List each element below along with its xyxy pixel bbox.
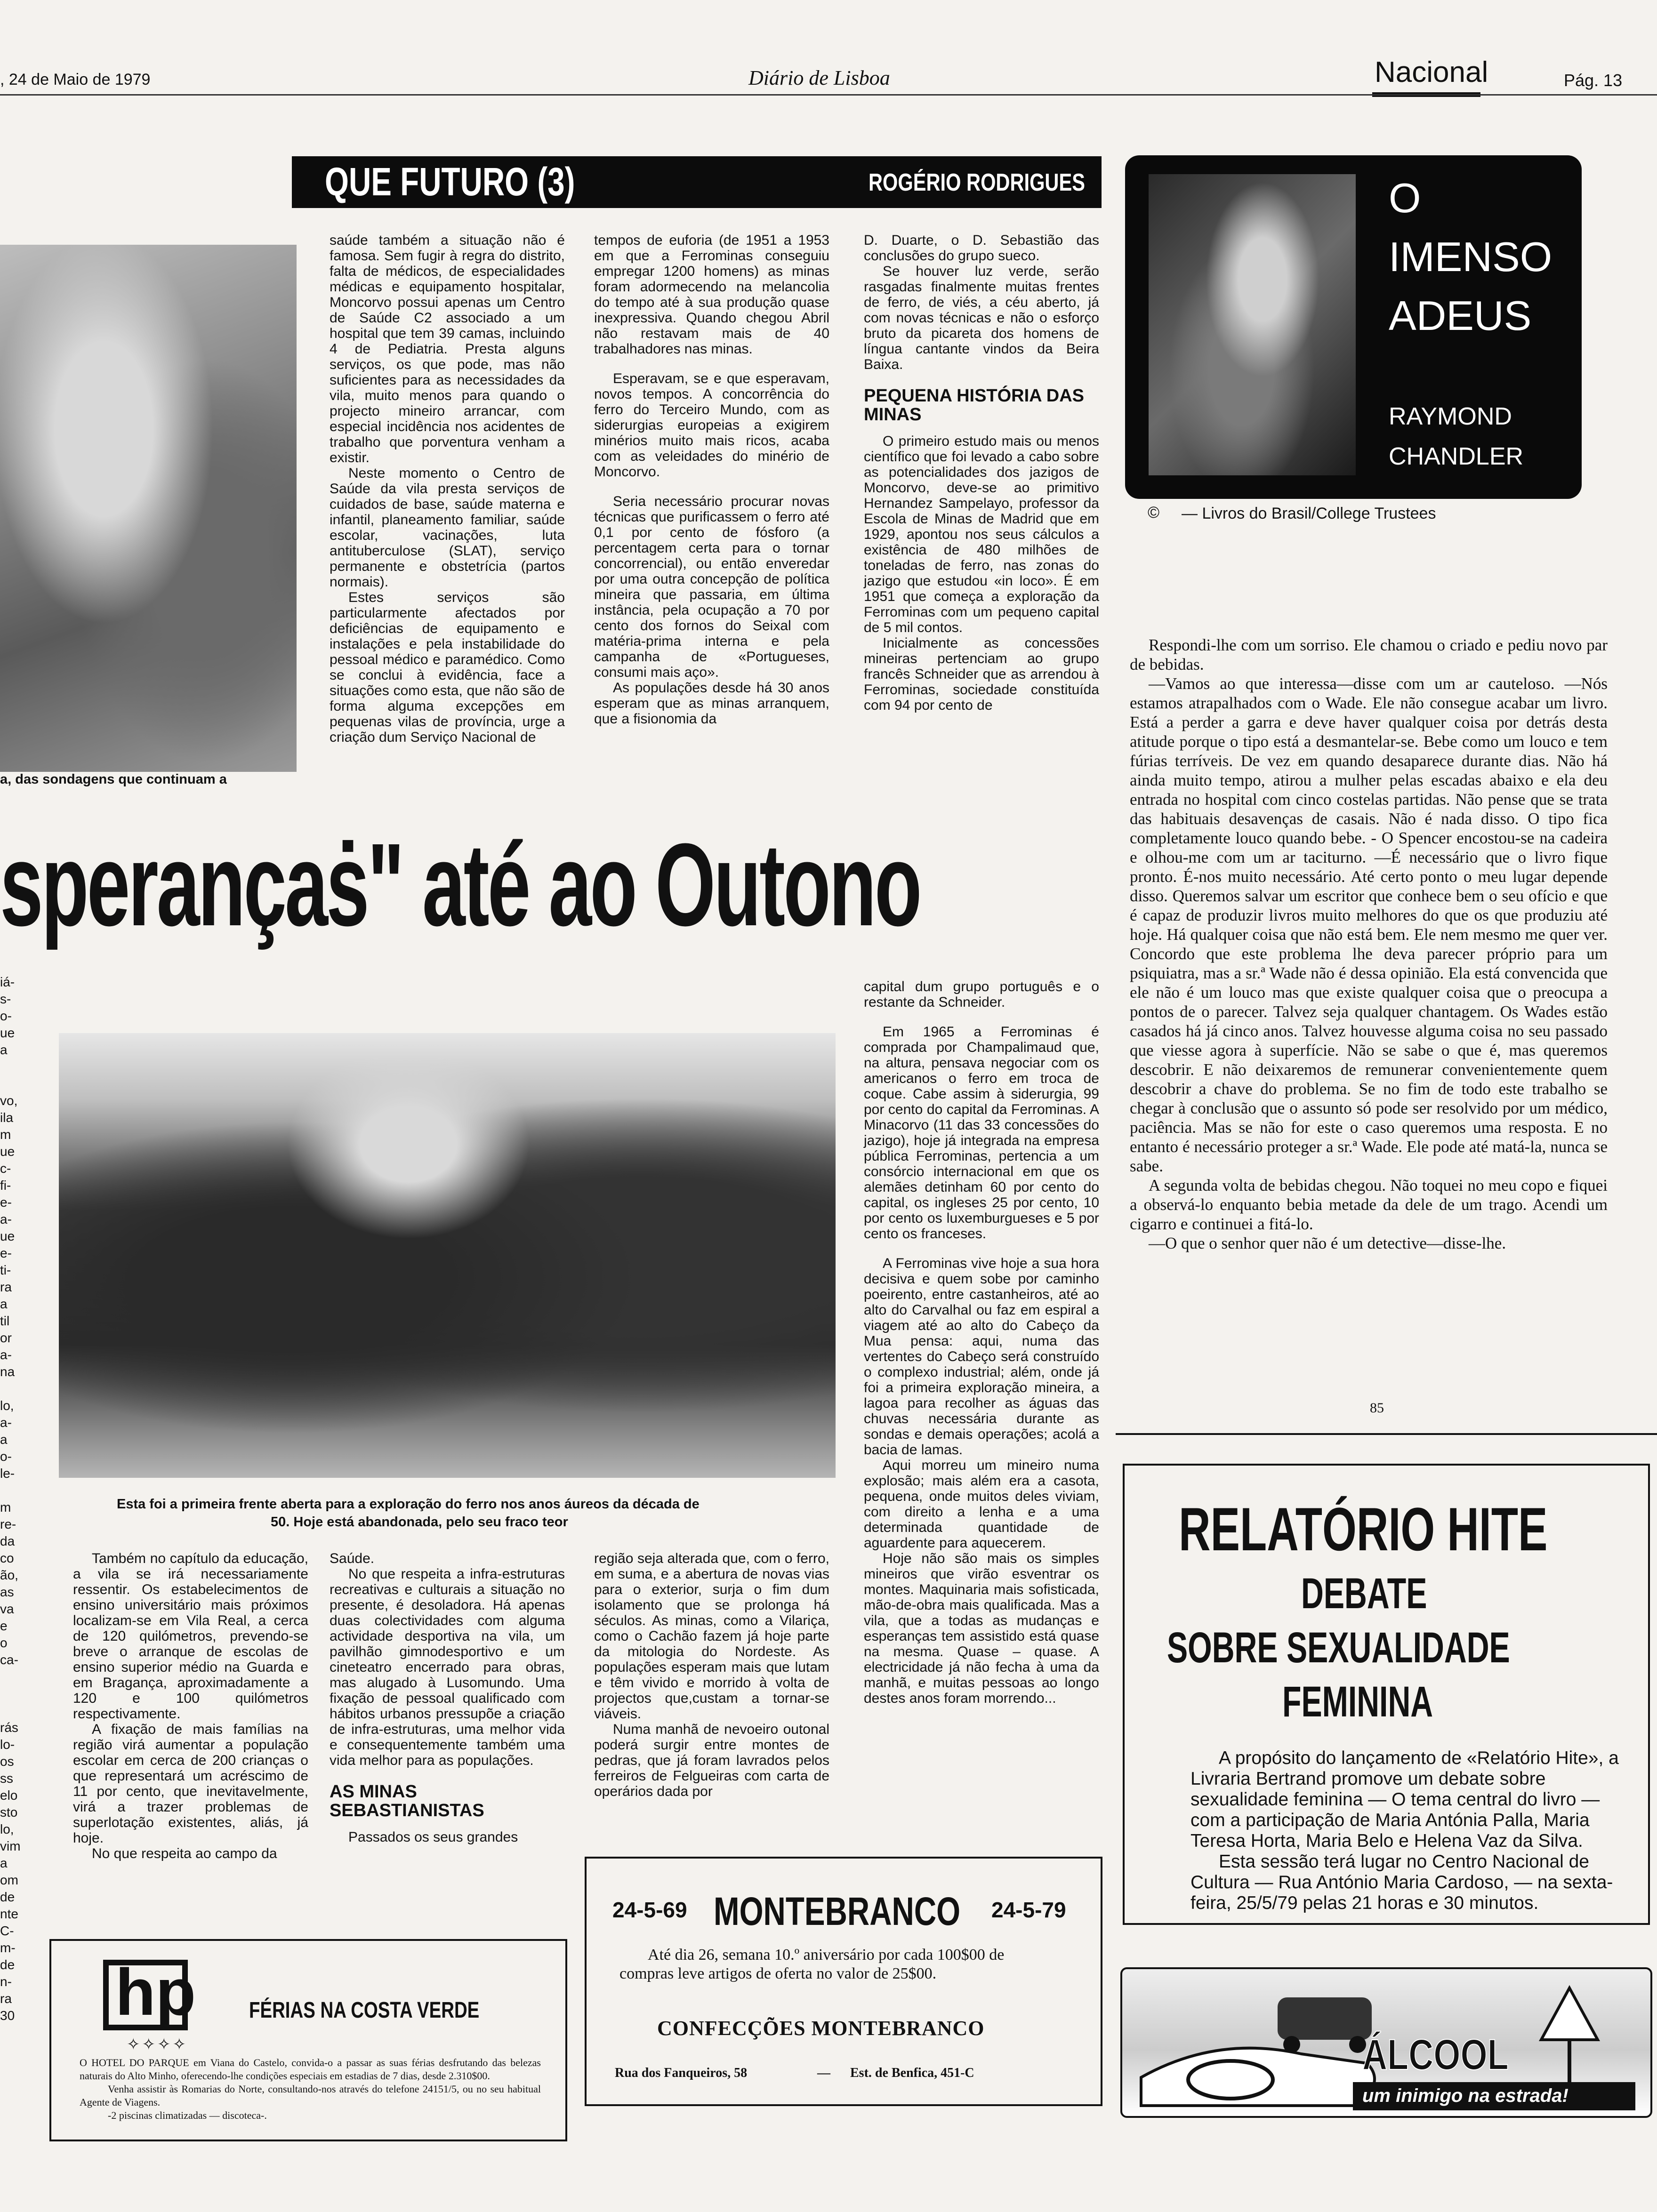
paragraph: Estes serviços são particularmente afectados por deficiências de equipamento e instalações e pela instabilidade do pessoal médico e paramédico. Como se conclui à evidência, face a situações como esta, que não são de forma alguma excepções em pequenas vilas de província, urge a criação dum Serviço Nacional de — [330, 590, 565, 745]
photo2-caption-line1: Esta foi a primeira frente aberta para a exploração do ferro nos anos áureos da década de — [117, 1497, 700, 1512]
text-fragment: C- — [0, 1923, 14, 1938]
monte-date-right: 24-5-79 — [991, 1898, 1066, 1922]
text-fragment: ue — [0, 1229, 15, 1243]
text-fragment: m — [0, 1127, 11, 1142]
mine-front-photo — [59, 1033, 836, 1478]
text-fragment: re- — [0, 1517, 16, 1531]
text-fragment: rás — [0, 1720, 18, 1735]
text-fragment: os — [0, 1754, 14, 1769]
paragraph: Se houver luz verde, serão rasgadas finalmente muitas frentes de ferro, de viés, a céu aberto, já com novas técnicas e não o esforço bruto da picareta dos homens de língua cantante vindos da Beira Baixa. — [864, 264, 1099, 372]
paragraph: saúde também a situação não é famosa. Sem fugir à regra do distrito, falta de médicos, de especialidades médicas e equipamento hospitalar, Moncorvo possui apenas um Centro de Saúde C2 associado a um hospital que tem 39 camas, incluindo 4 de Pediatria. Presta alguns serviços, os que pode, mas não suficientes para as necessidades da vila, muito menos para quando o projecto mineiro arrancar, com especial incidência nos acidentes de trabalho que porventura venham a existir. — [330, 232, 565, 465]
book-author-first: RAYMOND — [1389, 403, 1512, 430]
masthead: Diário de Lisboa — [748, 66, 890, 89]
monte-sep: — — [817, 2066, 830, 2080]
text-fragment: m — [0, 1500, 11, 1515]
monte-addr2: Est. de Benfica, 451-C — [850, 2066, 974, 2080]
hotel-stars: ✧✧✧✧ — [127, 2036, 188, 2053]
text-fragment: iá- — [0, 975, 15, 989]
text-fragment: de — [0, 1890, 15, 1904]
paragraph: A fixação de mais famílias na região virá aumentar a população escolar em cerca de 200 crianças o que representará um acréscimo de 11 por cento, que inevitavelmente, virá a trazer problemas de superlotação existentes, aliás, já hoje. — [73, 1722, 308, 1846]
alcohol-tagline: um inimigo na estrada! — [1362, 2085, 1569, 2106]
text-fragment: ra — [0, 1991, 12, 2006]
hotel-logo-text: hp — [115, 1955, 196, 2029]
hite-body-2: Esta sessão terá lugar no Centro Nacional de Cultura — Rua António Maria Cardoso, — na sexta-feira, 25/5/79 pelas 21 horas e 30 minutos. — [1190, 1851, 1613, 1913]
text-fragment: ila — [0, 1110, 14, 1125]
paragraph: No que respeita ao campo da — [92, 1846, 277, 1861]
series-title: QUE FUTURO (3) — [325, 160, 575, 204]
hite-body-1: A propósito do lançamento de «Relatório Hite», a Livraria Bertrand promove um debate sobre sexualidade feminina — O tema central do livro — com a participação de Maria Antónia Palla, Maria Teresa Horta, Maria Belo e Helena Vaz da Silva. — [1190, 1748, 1619, 1851]
hite-body — [1190, 1748, 1633, 1914]
text-fragment: as — [0, 1585, 14, 1599]
subheading: AS MINAS SEBASTIANISTAS — [330, 1782, 484, 1820]
paragraph: região seja alterada que, com o ferro, em suma, e a abertura de novas vias para o exterior, surja o fim dum isolamento que se prolonga há séculos. As minas, como a Vilariça, como o Cachão fazem já hoje parte da mitologia do Nordeste. As populações esperam mais que lutam e têm vivido e morrido à volta de projectos que,custam a tornar-se viáveis. — [594, 1551, 829, 1722]
text-fragment: til — [0, 1314, 10, 1328]
paragraph: Seria necessário procurar novas técnicas que purificassem o ferro até 0,1 por cento de fósforo (a percentagem certa para o tornar concorrencial), ou então enveredar por uma outra concepção de política mineira que passaria, em última instância, pela ocupação a 70 por cento dos fornos do Seixal com matéria-prima interna e pela campanha de «Portugueses, consumi mais aço». — [594, 494, 829, 680]
text-fragment: sto — [0, 1805, 18, 1819]
text-fragment: da — [0, 1534, 15, 1548]
text-fragment: e- — [0, 1195, 12, 1210]
text-fragment: ss — [0, 1771, 13, 1786]
text-fragment: c- — [0, 1161, 11, 1176]
paragraph: As populações desde há 30 anos esperam que as minas arranquem, que a fisionomia da — [594, 680, 829, 727]
text-fragment: fi- — [0, 1178, 11, 1193]
hotel-ad-text-2: Venha assistir às Romarias do Norte, consultando-nos através do telefone 24151/5, ou no seu habitual Agente de Viagens. — [80, 2083, 541, 2108]
article-author: ROGÉRIO RODRIGUES — [869, 169, 1085, 196]
text-fragment: a- — [0, 1347, 12, 1362]
text-fragment: de — [0, 1957, 15, 1972]
subheading: PEQUENA HISTÓRIA DAS MINAS — [864, 386, 1085, 425]
alcohol-ad — [1120, 1967, 1652, 2118]
book-title-o: O — [1389, 175, 1421, 221]
text-fragment: lo, — [0, 1398, 14, 1413]
monte-text: Até dia 26, semana 10.º aniversário por cada 100$00 de compras leve artigos de oferta no valor de 25$00. — [619, 1946, 1005, 1982]
monte-date-left: 24-5-69 — [612, 1898, 687, 1922]
text-fragment: a- — [0, 1212, 12, 1226]
hotel-ad-text — [80, 2056, 541, 2122]
text-fragment: a — [0, 1042, 8, 1057]
text-fragment: va — [0, 1602, 14, 1616]
text-fragment: e — [0, 1619, 8, 1633]
text-fragment: na — [0, 1364, 15, 1379]
text-fragment: lo, — [0, 1822, 14, 1836]
text-fragment: ão, — [0, 1568, 18, 1582]
alcohol-word: ÁLCOOL — [1362, 2031, 1509, 2079]
paragraph: Numa manhã de nevoeiro outonal poderá surgir entre montes de pedras, que já foram lavrados pelos ferreiros de Felgueiras com carta de operários dada por — [594, 1722, 829, 1799]
text-fragment: elo — [0, 1788, 18, 1803]
text-fragment: lo- — [0, 1737, 15, 1752]
text-fragment: a — [0, 1432, 8, 1447]
paragraph: No que respeita a infra-estruturas recreativas e culturais a situação no presente, é desoladora. Há apenas duas colectividades com alguma actividade desportiva na vila, um pavilhão gimnodesportivo e um cineteatro encerrado para obras, mas alugado à Lusomundo. Uma fixação de pessoal qualificado com hábitos urbanos pressupõe a criação de infra-estruturas, uma melhor vida e consequentemente também uma vida melhor para as populações. — [330, 1566, 565, 1768]
page-number: Pág. 13 — [1564, 71, 1623, 90]
montebranco-ad — [585, 1857, 1102, 2106]
hotel-logo — [103, 1955, 196, 2030]
ads-top-rule — [1116, 1433, 1657, 1435]
header-rule — [0, 94, 1657, 96]
hotel-ad — [49, 1939, 567, 2141]
article-column-3 — [864, 232, 1099, 713]
excerpt-paragraph: Respondi-lhe com um sorriso. Ele chamou o criado e pediu novo par de bebidas. — [1130, 636, 1608, 673]
monte-company: CONFECÇÕES MONTEBRANCO — [657, 2017, 985, 2040]
section-name: Nacional — [1375, 56, 1488, 88]
paragraph: Aqui morreu um mineiro numa explosão; mais além era a casota, pequena, onde muitos deles viviam, com direito a lenha e a uma determinada quantidade de aguardente para aquecerem. — [864, 1458, 1099, 1551]
header-date: , 24 de Maio de 1979 — [0, 71, 151, 88]
book-page-number: 85 — [1370, 1400, 1384, 1416]
paragraph: Passados os seus grandes — [348, 1829, 518, 1845]
book-excerpt — [1130, 635, 1608, 1253]
paragraph: capital dum grupo português e o restante da Schneider. — [864, 979, 1099, 1010]
monte-name: MONTEBRANCO — [714, 1889, 961, 1933]
photo1-caption: a, das sondagens que continuam a — [0, 772, 227, 787]
text-fragment: ca- — [0, 1652, 18, 1667]
hillside-photo — [0, 245, 297, 772]
text-fragment: ue — [0, 1144, 15, 1159]
headline: sperançaṡ" até ao Outono — [0, 819, 920, 950]
text-fragment: a — [0, 1856, 8, 1870]
book-title-adeus: ADEUS — [1389, 292, 1532, 339]
text-fragment: a — [0, 1297, 8, 1311]
paragraph: Em 1965 a Ferrominas é comprada por Champalimaud que, na altura, pensava negociar com os americanos o ferro em troca de coque. Cabe assim à siderurgia, 99 por cento do capital da Ferrominas. A Minacorvo (11 das 33 concessões do jazigo), hoje já integrada na empresa pública Ferrominas, pertencia a um consórcio internacional em que os alemães detinham 60 por cento do capital, os ingleses 25 por cento, 10 por cento os luxemburgueses e 5 por cento os franceses. — [864, 1024, 1099, 1242]
text-fragment: or — [0, 1330, 12, 1345]
left-fragment-column — [0, 974, 28, 2085]
text-fragment: s- — [0, 992, 11, 1006]
hotel-ad-text-1: O HOTEL DO PARQUE em Viana do Castelo, convida-o a passar as suas férias desfrutando das belezas naturais do Alto Minho, oferecendo-lhe condições especiais em estadias de 7 dias, desde 2.310$00. — [80, 2057, 541, 2082]
paragraph: O primeiro estudo mais ou menos científico que foi levado a cabo sobre as potencialidades dos jazigos de Moncorvo, deve-se ao primitivo Hernandez Sampelayo, professor da Escola de Minas de Madrid que em 1929, apontou nos seus cálculos a existência de 480 milhões de toneladas de ferro, nas zonas do jazigo que estudou «in loco». É em 1951 que começa a exploração da Ferrominas com um pequeno capital de 5 mil contos. — [864, 433, 1099, 635]
text-fragment: o — [0, 1635, 8, 1650]
text-fragment: nte — [0, 1907, 18, 1921]
paragraph: Esperavam, se e que esperavam, novos tempos. A concorrência do ferro do Terceiro Mundo, com as siderurgias europeias a exigirem minérios muito mais ricos, acaba com as veleidades do minério de Moncorvo. — [594, 371, 829, 480]
text-fragment: ra — [0, 1280, 12, 1294]
text-fragment: 30 — [0, 2008, 15, 2023]
text-fragment: co — [0, 1551, 14, 1565]
author-portrait — [1149, 174, 1356, 475]
text-fragment: o- — [0, 1449, 12, 1464]
text-fragment: m- — [0, 1940, 16, 1955]
text-fragment: vim — [0, 1839, 21, 1853]
excerpt-paragraph: —Vamos ao que interessa—disse com um ar cauteloso. —Nós estamos atrapalhados com o Wade. Ele não consegue acabar um livro. Está a perder a garra e deve haver qualquer coisa por detrás desta atitude porque o tipo está a desmantelar-se. Bebe como um louco e tem fúrias terríveis. De vez em quando desaparece durante dias. Não há ainda muito tempo, atirou a mulher pelas escadas abaixo e ela deu entrada no hospital com cinco costelas partidas. Não pense que se trata das habituais desavenças de casais. Não é nada disso. O tipo fica completamente louco quando bebe. - O Spencer encostou-se na cadeira e olhou-me com um ar taciturno. —É necessário que o livro fique pronto. É-nos muito necessário. Até certo ponto o meu lugar depende disso. Queremos salvar um escritor que conhece bem o seu ofício e que é capaz de produzir livros muito melhores do que os que produziu até hoje. Há qualquer coisa que não está bem. Ele nem mesmo me quer ver. Concordo que este problema lhe deva parecer próprio para um psiquiatra, mas a sr.ª Wade não é dessa opinião. Ela está convencida que ele não é um louco mas que existe qualquer coisa que o preocupa a pontos de o parecer. Talvez seja qualquer chantagem. Os Wades estão casados há já cinco anos. Talvez houvesse alguma coisa no seu passado que viesse agora à superfície. Não se sabe o que é, mas queremos descobrir. E não deixaremos de remunerar convenientemente quem descobrir a chave do problema. Se no fim de todo este trabalho se chegar à conclusão que o assunto só pode ser resolvido por um médico, paciência. Mas se não for este o caso queremos uma resposta. E no entanto é necessário proteger a sr.ª Wade. Ele pode até matá-la, nunca se sabe. — [1130, 674, 1608, 1175]
hotel-ad-text-3: -2 piscinas climatizadas — discoteca-. — [108, 2109, 267, 2121]
lower-column-2 — [330, 1551, 565, 1845]
book-author-last: CHANDLER — [1389, 443, 1524, 470]
monte-addr1: Rua dos Fanqueiros, 58 — [615, 2066, 748, 2080]
lower-column-1 — [73, 1551, 308, 1861]
text-fragment: le- — [0, 1466, 15, 1481]
text-fragment: e- — [0, 1246, 12, 1260]
article-column-1 — [330, 232, 565, 745]
hite-sub-debate: DEBATE — [1301, 1570, 1427, 1618]
paragraph: Neste momento o Centro de Saúde da vila presta serviços de cuidados de base, saúde materna e infantil, planeamento familiar, saúde escolar, vacinações, luta antituberculose (SLAT), serviço permanente e obstetrícia (partos normais). — [330, 465, 565, 590]
text-fragment: vo, — [0, 1093, 18, 1108]
hite-title: RELATÓRIO HITE — [1179, 1495, 1548, 1563]
text-fragment: n- — [0, 1974, 12, 1989]
hite-sub-sexualidade: SOBRE SEXUALIDADE — [1167, 1624, 1510, 1672]
hotel-ad-title: FÉRIAS NA COSTA VERDE — [249, 1998, 480, 2023]
hite-ad — [1123, 1464, 1650, 1925]
paragraph: D. Duarte, o D. Sebastião das conclusões do grupo sueco. — [864, 232, 1099, 264]
paragraph: Inicialmente as concessões mineiras pertenciam ao grupo francês Schneider que as arrendou à Ferrominas, sociedade constituída com 94 por cento de — [864, 635, 1099, 713]
hite-sub-feminina: FEMININA — [1282, 1678, 1433, 1726]
book-title-imenso: IMENSO — [1389, 233, 1552, 280]
paragraph: Saúde. — [330, 1551, 375, 1566]
text-fragment: ti- — [0, 1263, 11, 1277]
text-fragment: ue — [0, 1026, 15, 1040]
article-column-2 — [594, 232, 829, 727]
photo2-caption-line2: 50. Hoje está abandonada, pelo seu fraco teor — [271, 1515, 568, 1530]
lower-column-3 — [594, 1551, 829, 1799]
text-fragment: o- — [0, 1009, 12, 1023]
text-fragment: om — [0, 1873, 18, 1887]
paragraph: Hoje não são mais os simples mineiros que virão esventrar os montes. Maquinaria mais sofisticada, mão-de-obra mais qualificada. Mas a vila, que a todas as mudanças e esperanças tem assistido está quase na mesma. Quase – quase. A electricidade já não fecha à uma da manhã, e muitas pessoas ao longo destes anos foram morrendo... — [864, 1551, 1099, 1706]
paragraph: Também no capítulo da educação, a vila se irá necessariamente ressentir. Os estabelecimentos de ensino universitário mais próximos localizam-se em Vila Real, a cerca de 120 quilómetros, prevendo-se breve o arranque de escolas de ensino superior médio na Guarda e em Bragança, aproximadamente a 120 e 100 quilómetros respectivamente. — [73, 1551, 308, 1722]
paragraph: tempos de euforia (de 1951 a 1953 em que a Ferrominas conseguiu empregar 1200 homens) as minas foram adormecendo na melancolia do tempo até à sua produção quase inexpressiva. Quando chegou Abril não restavam mais de 40 trabalhadores nas minas. — [594, 232, 829, 357]
text-fragment: a- — [0, 1415, 12, 1430]
article-column-4 — [864, 979, 1099, 1706]
copyright-symbol: © — [1148, 504, 1160, 521]
excerpt-paragraph: —O que o senhor quer não é um detective—disse-lhe. — [1149, 1234, 1506, 1252]
excerpt-paragraph: A segunda volta de bebidas chegou. Não toquei no meu copo e fiquei a observá-lo enquanto bebia metade da dele de um trago. Acendi um cigarro e continuei a fitá-lo. — [1130, 1176, 1608, 1233]
book-publisher: — Livros do Brasil/College Trustees — [1182, 505, 1436, 522]
paragraph: A Ferrominas vive hoje a sua hora decisiva e quem sobe por caminho poeirento, entre castanheiros, até ao alto do Carvalhal ou faz em espiral a viagem até ao alto do Cabeço da Mua pensa: aqui, numa das vertentes do Cabeço será construído o complexo industrial; além, onde já foi a primeira exploração mineira, a lagoa para recolher as águas das chuvas necessária durante as sondas e demais operações; acolá a bacia de lamas. — [864, 1256, 1099, 1458]
